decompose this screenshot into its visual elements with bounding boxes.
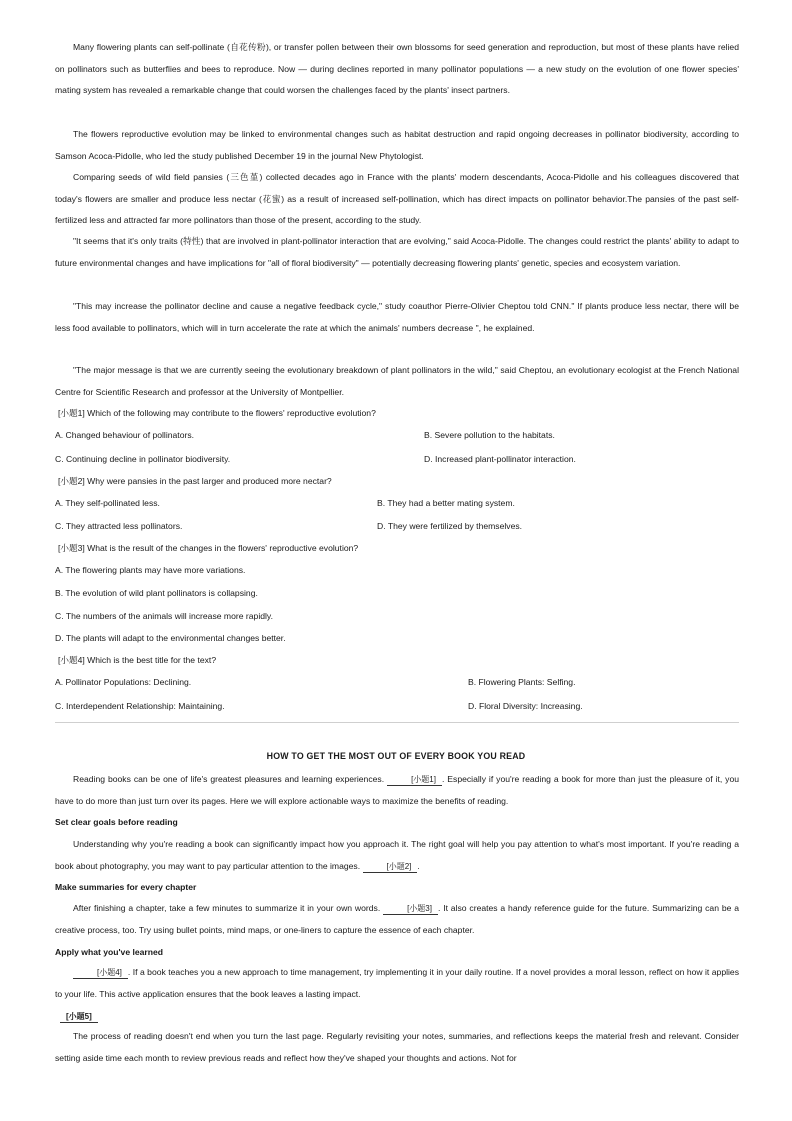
heading-blank-5 [60,1009,98,1023]
passage-b-title: HOW TO GET THE MOST OUT OF EVERY BOOK YOU READ [266,751,526,761]
passage-a-paragraph-6: "The major message is that we are currently seeing the evolutionary breakdown of plant pollinators in the wild," said Cheptou, an evolutionary ecologist at the French National Centre for Scientific Research and professor at the University of Montpellier. [55,365,739,397]
blank-3[interactable] [383,903,438,915]
section-3-paragraph [55,962,739,1005]
section-2-paragraph [55,898,739,941]
section-1-text-after: . [417,860,420,871]
question-4-option-a[interactable]: A. Pollinator Populations: Declining. [55,677,192,687]
question-2-option-b[interactable]: B. They had a better mating system. [377,498,515,508]
section-divider [55,722,739,723]
intro-text-before: Reading books can be one of life's greatest pleasures and learning experiences. [73,774,385,784]
question-2-stem: [小题2] Why were pansies in the past larger and produced more nectar? [58,476,332,486]
section-2-text-before: After finishing a chapter, take a few minutes to summarize it in your own words. [73,903,381,913]
section-4-paragraph: The process of reading doesn't end when you turn the last page. Regularly revisiting your notes, summaries, and reflections keeps the material fresh and relevant. Consider setting aside time each month to review previous reads and reflect how they've shaped your thoughts and actions. Not for [55,1031,739,1063]
passage-a-paragraph-3: Comparing seeds of wild field pansies (三色堇) collected decades ago in France with the plants' modern descendants, Acoca-Pidolle and his colleagues discovered that today's flowers are smaller and produce less nectar (花蜜) as a result of increased self-pollination, which has direct impacts on pollinator behavior.The pansies of the past self-fertilized less and attracted far more pollinators than those of the present, according to the study. [55,172,739,226]
question-1-option-a[interactable]: A. Changed behaviour of pollinators. [55,430,195,440]
section-1-text-before: Understanding why you're reading a book can significantly impact how you approach it. The right goal will help you pay attention to what's most important. If you're reading a book about photography, you may want to pay particular attention to the images. [55,839,739,871]
heading-set-goals: Set clear goals before reading [55,817,178,827]
blank-2[interactable] [363,861,418,873]
blank-3-label: [小题3] [407,904,432,913]
intro-text-after: . Especially if you're reading a book for more than just the pleasure of it, you have to do more than just turn over its pages. Here we will explore actionable ways to maximize the benefits of reading. [55,774,740,806]
section-1-paragraph [55,834,739,877]
passage-a-paragraph-1: Many flowering plants can self-pollinate (自花传粉), or transfer pollen between their own blossoms for seed generation and reproduction, but most of these plants have relied on pollinators such as butterflies and bees to reproduce. Now — during declines reported in many pollinator populations — a new study on the evolution of one flower species' mating system has revealed a remarkable change that could worsen the challenges faced by the plants' insect partners. [55,42,739,96]
blank-4[interactable] [73,967,128,979]
question-4-option-c[interactable]: C. Interdependent Relationship: Maintaining. [55,701,225,711]
question-1-option-c[interactable]: C. Continuing decline in pollinator biodiversity. [55,454,231,464]
question-1-option-b[interactable]: B. Severe pollution to the habitats. [424,430,555,440]
section-3-text-after: . If a book teaches you a new approach to time management, try implementing it in your daily routine. If a novel provides a moral lesson, reflect on how it applies to your life. This active application ensures that the book leaves a lasting impact. [55,967,739,999]
question-4-stem: [小题4] Which is the best title for the text? [58,655,217,665]
passage-a-paragraph-5: "This may increase the pollinator decline and cause a negative feedback cycle," study coauthor Pierre-Olivier Cheptou told CNN." If plants produce less nectar, there will be less food available to pollinators, which will in turn accelerate the rate at which the animals' numbers decrease ", he explained. [55,301,739,333]
question-4-option-d[interactable]: D. Floral Diversity: Increasing. [468,701,583,711]
passage-b-intro [55,769,739,812]
passage-a-paragraph-2: The flowers reproductive evolution may be linked to environmental changes such as habitat destruction and rapid ongoing decreases in pollinator biodiversity, according to Samson Acoca-Pidolle, who led the study published December 19 in the journal New Phytologist. [55,129,739,161]
question-2-option-a[interactable]: A. They self-pollinated less. [55,498,160,508]
blank-5-label: [小题5] [66,1012,92,1021]
question-2-option-c[interactable]: C. They attracted less pollinators. [55,521,183,531]
blank-2-label: [小题2] [386,861,412,871]
blank-4-label: [小题4] [97,968,122,977]
question-3-option-a[interactable]: A. The flowering plants may have more variations. [55,565,246,575]
section-2-text-after: . It also creates a handy reference guide for the future. Summarizing can be a creative process, too. Try using bullet points, mind maps, or one-liners to capture the essence of each chapter. [55,903,739,935]
question-1-stem: [小题1] Which of the following may contribute to the flowers' reproductive evolution? [58,408,376,418]
question-4-option-b[interactable]: B. Flowering Plants: Selfing. [468,677,576,687]
question-2-option-d[interactable]: D. They were fertilized by themselves. [377,521,523,531]
heading-summaries: Make summaries for every chapter [55,882,197,892]
question-3-option-b[interactable]: B. The evolution of wild plant pollinators is collapsing. [55,588,258,598]
question-3-option-c[interactable]: C. The numbers of the animals will increase more rapidly. [55,611,273,621]
question-1-option-d[interactable]: D. Increased plant-pollinator interaction. [424,454,576,464]
heading-apply: Apply what you've learned [55,947,164,957]
blank-5[interactable] [60,1011,98,1023]
question-3-stem: [小题3] What is the result of the changes in the flowers' reproductive evolution? [58,543,359,553]
blank-1-label: [小题1] [411,775,436,784]
passage-a-paragraph-4: "It seems that it's only traits (特性) that are involved in plant-pollinator interaction that are evolving," said Acoca-Pidolle. The changes could restrict the plants' ability to adapt to future environmental changes and have implications for "all of floral biodiversity" — potentially decreasing flowering plants' genetic, species and ecosystem variation. [55,236,739,268]
blank-1[interactable] [387,774,442,786]
question-3-option-d[interactable]: D. The plants will adapt to the environmental changes better. [55,633,286,643]
